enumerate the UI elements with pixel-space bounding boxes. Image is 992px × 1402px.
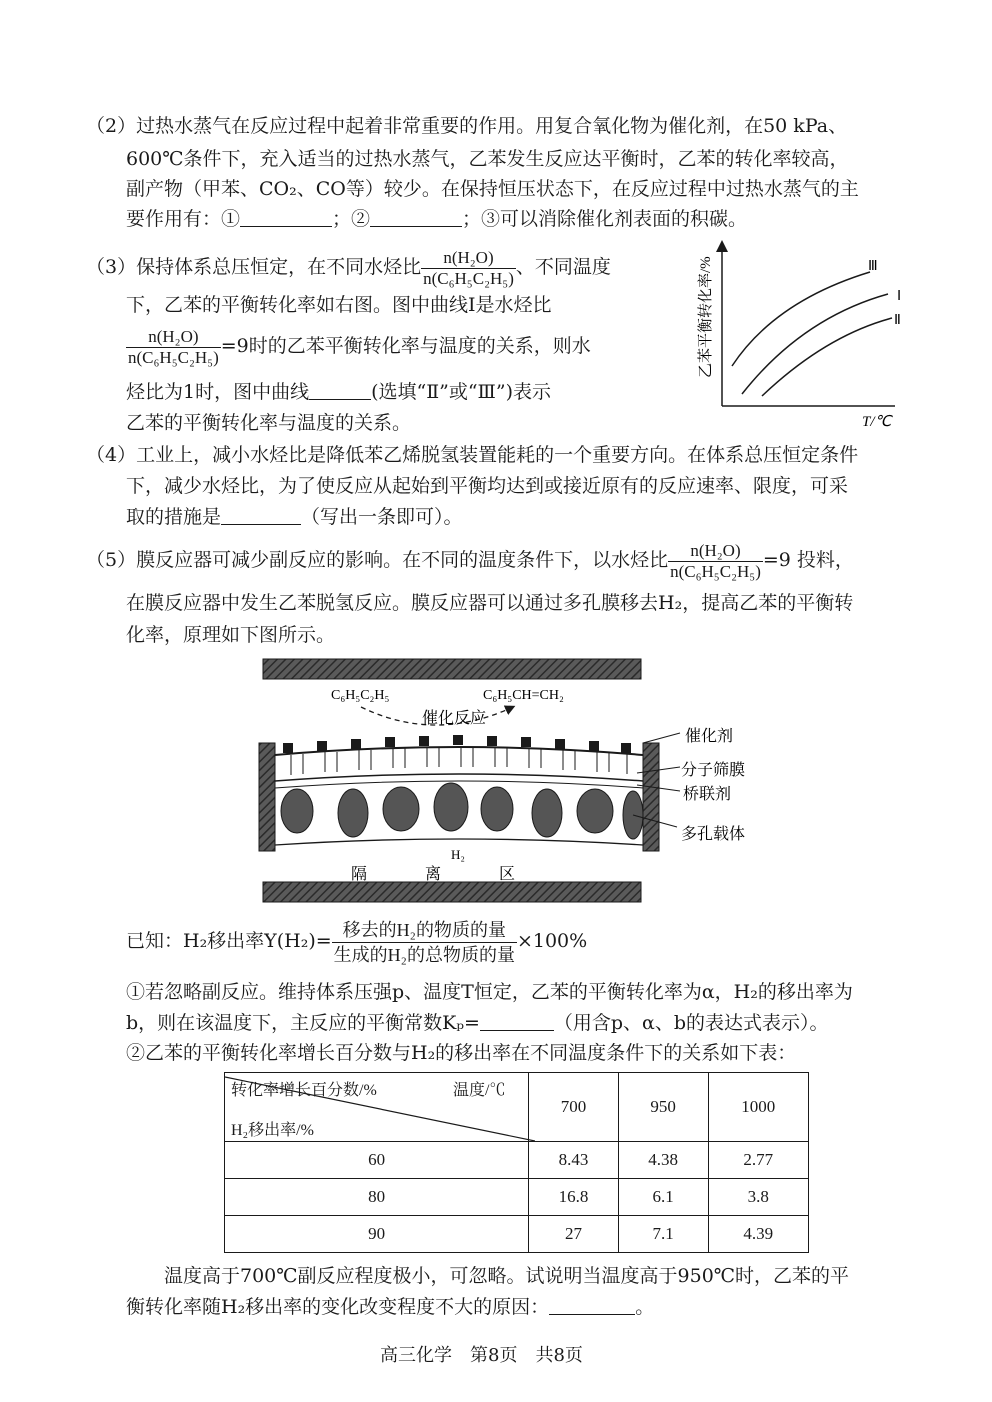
table-row [225, 1216, 809, 1253]
porous-support-particles [281, 783, 643, 839]
curve-label-III: Ⅲ [868, 259, 878, 274]
answer-blank-q2-2[interactable] [370, 208, 462, 227]
x-axis-label: T/℃ [862, 414, 892, 430]
water-hydrocarbon-ratio-fraction [421, 248, 516, 289]
label-molecular-sieve: 分子筛膜 [681, 762, 746, 779]
q3-line1-suffix: 、不同温度 [515, 256, 611, 278]
curve-III [732, 272, 870, 366]
p1-line2 [126, 1010, 829, 1036]
q3-line4 [126, 379, 551, 405]
q2-line4 [126, 206, 747, 232]
q5-line1 [86, 540, 854, 582]
fraction-denominator: n(C₆H₅C₂H₅) [423, 268, 514, 288]
known-prefix: 已知：H₂移出率Y(H₂)= [126, 930, 332, 952]
q3-line5: 乙苯的平衡转化率与温度的关系。 [126, 412, 412, 434]
value-cell: 3.8 [708, 1179, 809, 1216]
q4-line3-prefix: 取的措施是 [126, 506, 222, 528]
separation-zone-char-3: 区 [499, 866, 516, 883]
closing-line2 [126, 1294, 654, 1320]
fraction-denominator: n(C₆H₅C₂H₅) [128, 347, 219, 367]
fraction-numerator: n(H₂O) [690, 540, 741, 560]
separation-zone-char-2: 离 [425, 866, 442, 883]
q2-line2: 600℃条件下，充入适当的过热水蒸气，乙苯发生反应达平衡时，乙苯的转化率较高， [126, 148, 849, 170]
q3-line4-suffix: (选填“Ⅱ”或“Ⅲ”)表示 [371, 381, 552, 403]
closing-line2-suffix: 。 [635, 1296, 655, 1318]
q5-line1-suffix: =9 投料， [762, 549, 854, 571]
removal-rate-cell: 60 [225, 1142, 529, 1179]
curve-label-II: Ⅱ [894, 313, 901, 328]
q4-line2: 下，减少水烃比，为了使反应从起始到平衡均达到或接近原有的反应速率、限度，可采 [126, 475, 849, 497]
q3-line2: 下，乙苯的平衡转化率如右图。图中曲线Ⅰ是水烃比 [126, 294, 552, 316]
q4-line3-suffix: （写出一条即可）。 [301, 506, 463, 528]
value-cell: 4.39 [708, 1216, 809, 1253]
table-diagonal-header [225, 1073, 529, 1142]
answer-blank-reason[interactable] [549, 1296, 635, 1315]
leader-line [643, 733, 680, 743]
value-cell: 7.1 [618, 1216, 708, 1253]
q3-line1-prefix: （3）保持体系总压恒定，在不同水烃比 [86, 256, 422, 278]
temp-header: 1000 [708, 1073, 809, 1142]
data-table [224, 1072, 809, 1253]
p1-line2-prefix: b，则在该温度下，主反应的平衡常数Kₚ= [126, 1012, 480, 1034]
answer-blank-kp[interactable] [480, 1012, 554, 1031]
table-row [225, 1179, 809, 1216]
water-hydrocarbon-ratio-fraction [126, 327, 221, 368]
temp-header: 950 [618, 1073, 708, 1142]
q3-line1 [86, 247, 611, 289]
reaction-label: 催化反应 [422, 710, 487, 727]
removal-rate-cell: 80 [225, 1179, 529, 1216]
removal-rate-cell: 90 [225, 1216, 529, 1253]
value-cell: 2.77 [708, 1142, 809, 1179]
q3-line4-prefix: 烃比为1时，图中曲线 [126, 381, 310, 403]
curve-I [742, 294, 888, 394]
fraction-numerator: 移去的H₂的物质的量 [342, 919, 506, 940]
temp-header: 700 [529, 1073, 619, 1142]
curve-II [762, 318, 892, 396]
fraction-denominator: n(C₆H₅C₂H₅) [670, 561, 761, 581]
answer-blank-q3[interactable] [309, 381, 371, 400]
fraction-numerator: n(H₂O) [443, 247, 494, 267]
catalyst-layer [275, 747, 643, 755]
page-footer: 高三化学 第8页 共8页 [380, 1345, 583, 1366]
q3-line3 [126, 326, 591, 368]
conversion-temperature-graph [690, 236, 930, 436]
q5-line1-prefix: （5）膜反应器可减少副反应的影响。在不同的温度条件下，以水烃比 [86, 549, 669, 571]
separation-zone-char-1: 隔 [351, 866, 368, 883]
closing-line1: 温度高于700℃副反应程度极小，可忽略。试说明当温度高于950℃时，乙苯的平 [164, 1265, 850, 1287]
value-cell: 6.1 [618, 1179, 708, 1216]
q3-line3-text: =9时的乙苯平衡转化率与温度的关系，则水 [220, 335, 591, 357]
curve-label-I: Ⅰ [897, 289, 902, 304]
label-porous-support: 多孔载体 [681, 826, 746, 843]
molecular-sieve-membrane [275, 774, 643, 781]
p2-line1: ②乙苯的平衡转化率增长百分数与H₂的移出率在不同温度条件下的关系如下表： [126, 1042, 797, 1064]
corner-label-rate: 转化率增长百分数/% [231, 1082, 377, 1099]
q2-line4-mid: ；② [332, 208, 371, 230]
y-axis-label: 乙苯平衡转化率/% [698, 256, 714, 378]
table-header-row [225, 1073, 809, 1142]
q5-line2: 在膜反应器中发生乙苯脱氢反应。膜反应器可以通过多孔膜移去H₂，提高乙苯的平衡转 [126, 592, 854, 614]
q5-line3: 化率，原理如下图所示。 [126, 624, 336, 646]
product-formula: C₆H₅CH=CH₂ [483, 688, 564, 703]
p1-line1: ①若忽略副反应。维持体系压强p、温度T恒定，乙苯的平衡转化率为α，H₂的移出率为 [126, 981, 853, 1003]
value-cell: 8.43 [529, 1142, 619, 1179]
fraction-denominator: 生成的H₂的总物质的量 [332, 942, 517, 967]
value-cell: 4.38 [618, 1142, 708, 1179]
support-bottom-edge [275, 839, 643, 845]
top-wall [263, 659, 641, 679]
q4-line1: （4）工业上，减小水烃比是降低苯乙烯脱氢装置能耗的一个重要方向。在体系总压恒定条件 [86, 444, 859, 466]
corner-label-temp: 温度/℃ [453, 1082, 506, 1099]
water-hydrocarbon-ratio-fraction [668, 541, 763, 582]
label-bridging-agent: 桥联剂 [683, 786, 732, 803]
value-cell: 16.8 [529, 1179, 619, 1216]
table-row [225, 1142, 809, 1179]
h2-label: H₂ [451, 847, 465, 862]
corner-label-removal: H₂移出率/% [231, 1122, 314, 1139]
known-suffix: ×100% [516, 930, 588, 952]
q2-line3: 副产物（甲苯、CO₂、CO等）较少。在保持恒压状态下，在反应过程中过热水蒸气的主 [126, 178, 859, 200]
closing-line2-prefix: 衡转化率随H₂移出率的变化改变程度不大的原因： [126, 1296, 550, 1318]
q4-line3 [126, 504, 463, 530]
reactant-formula: C₆H₅C₂H₅ [331, 688, 390, 703]
q2-line4-suffix: ；③可以消除催化剂表面的积碳。 [462, 208, 748, 230]
p1-line2-suffix: （用含p、α、b的表达式表示）。 [553, 1012, 829, 1034]
h2-removal-rate-fraction [332, 918, 517, 967]
known-formula [126, 916, 587, 967]
right-end-plate [643, 743, 659, 851]
label-catalyst: 催化剂 [685, 728, 734, 745]
answer-blank-q2-1[interactable] [240, 208, 332, 227]
membrane-reactor-diagram [255, 655, 795, 910]
q2-line4-prefix: 要作用有：① [126, 208, 241, 230]
value-cell: 27 [529, 1216, 619, 1253]
bottom-wall [263, 882, 641, 902]
answer-blank-q4[interactable] [221, 506, 301, 525]
fraction-numerator: n(H₂O) [148, 326, 199, 346]
q2-line1: （2）过热水蒸气在反应过程中起着非常重要的作用。用复合氧化物为催化剂，在50 kPa、 [86, 115, 848, 137]
left-end-plate [259, 743, 275, 851]
